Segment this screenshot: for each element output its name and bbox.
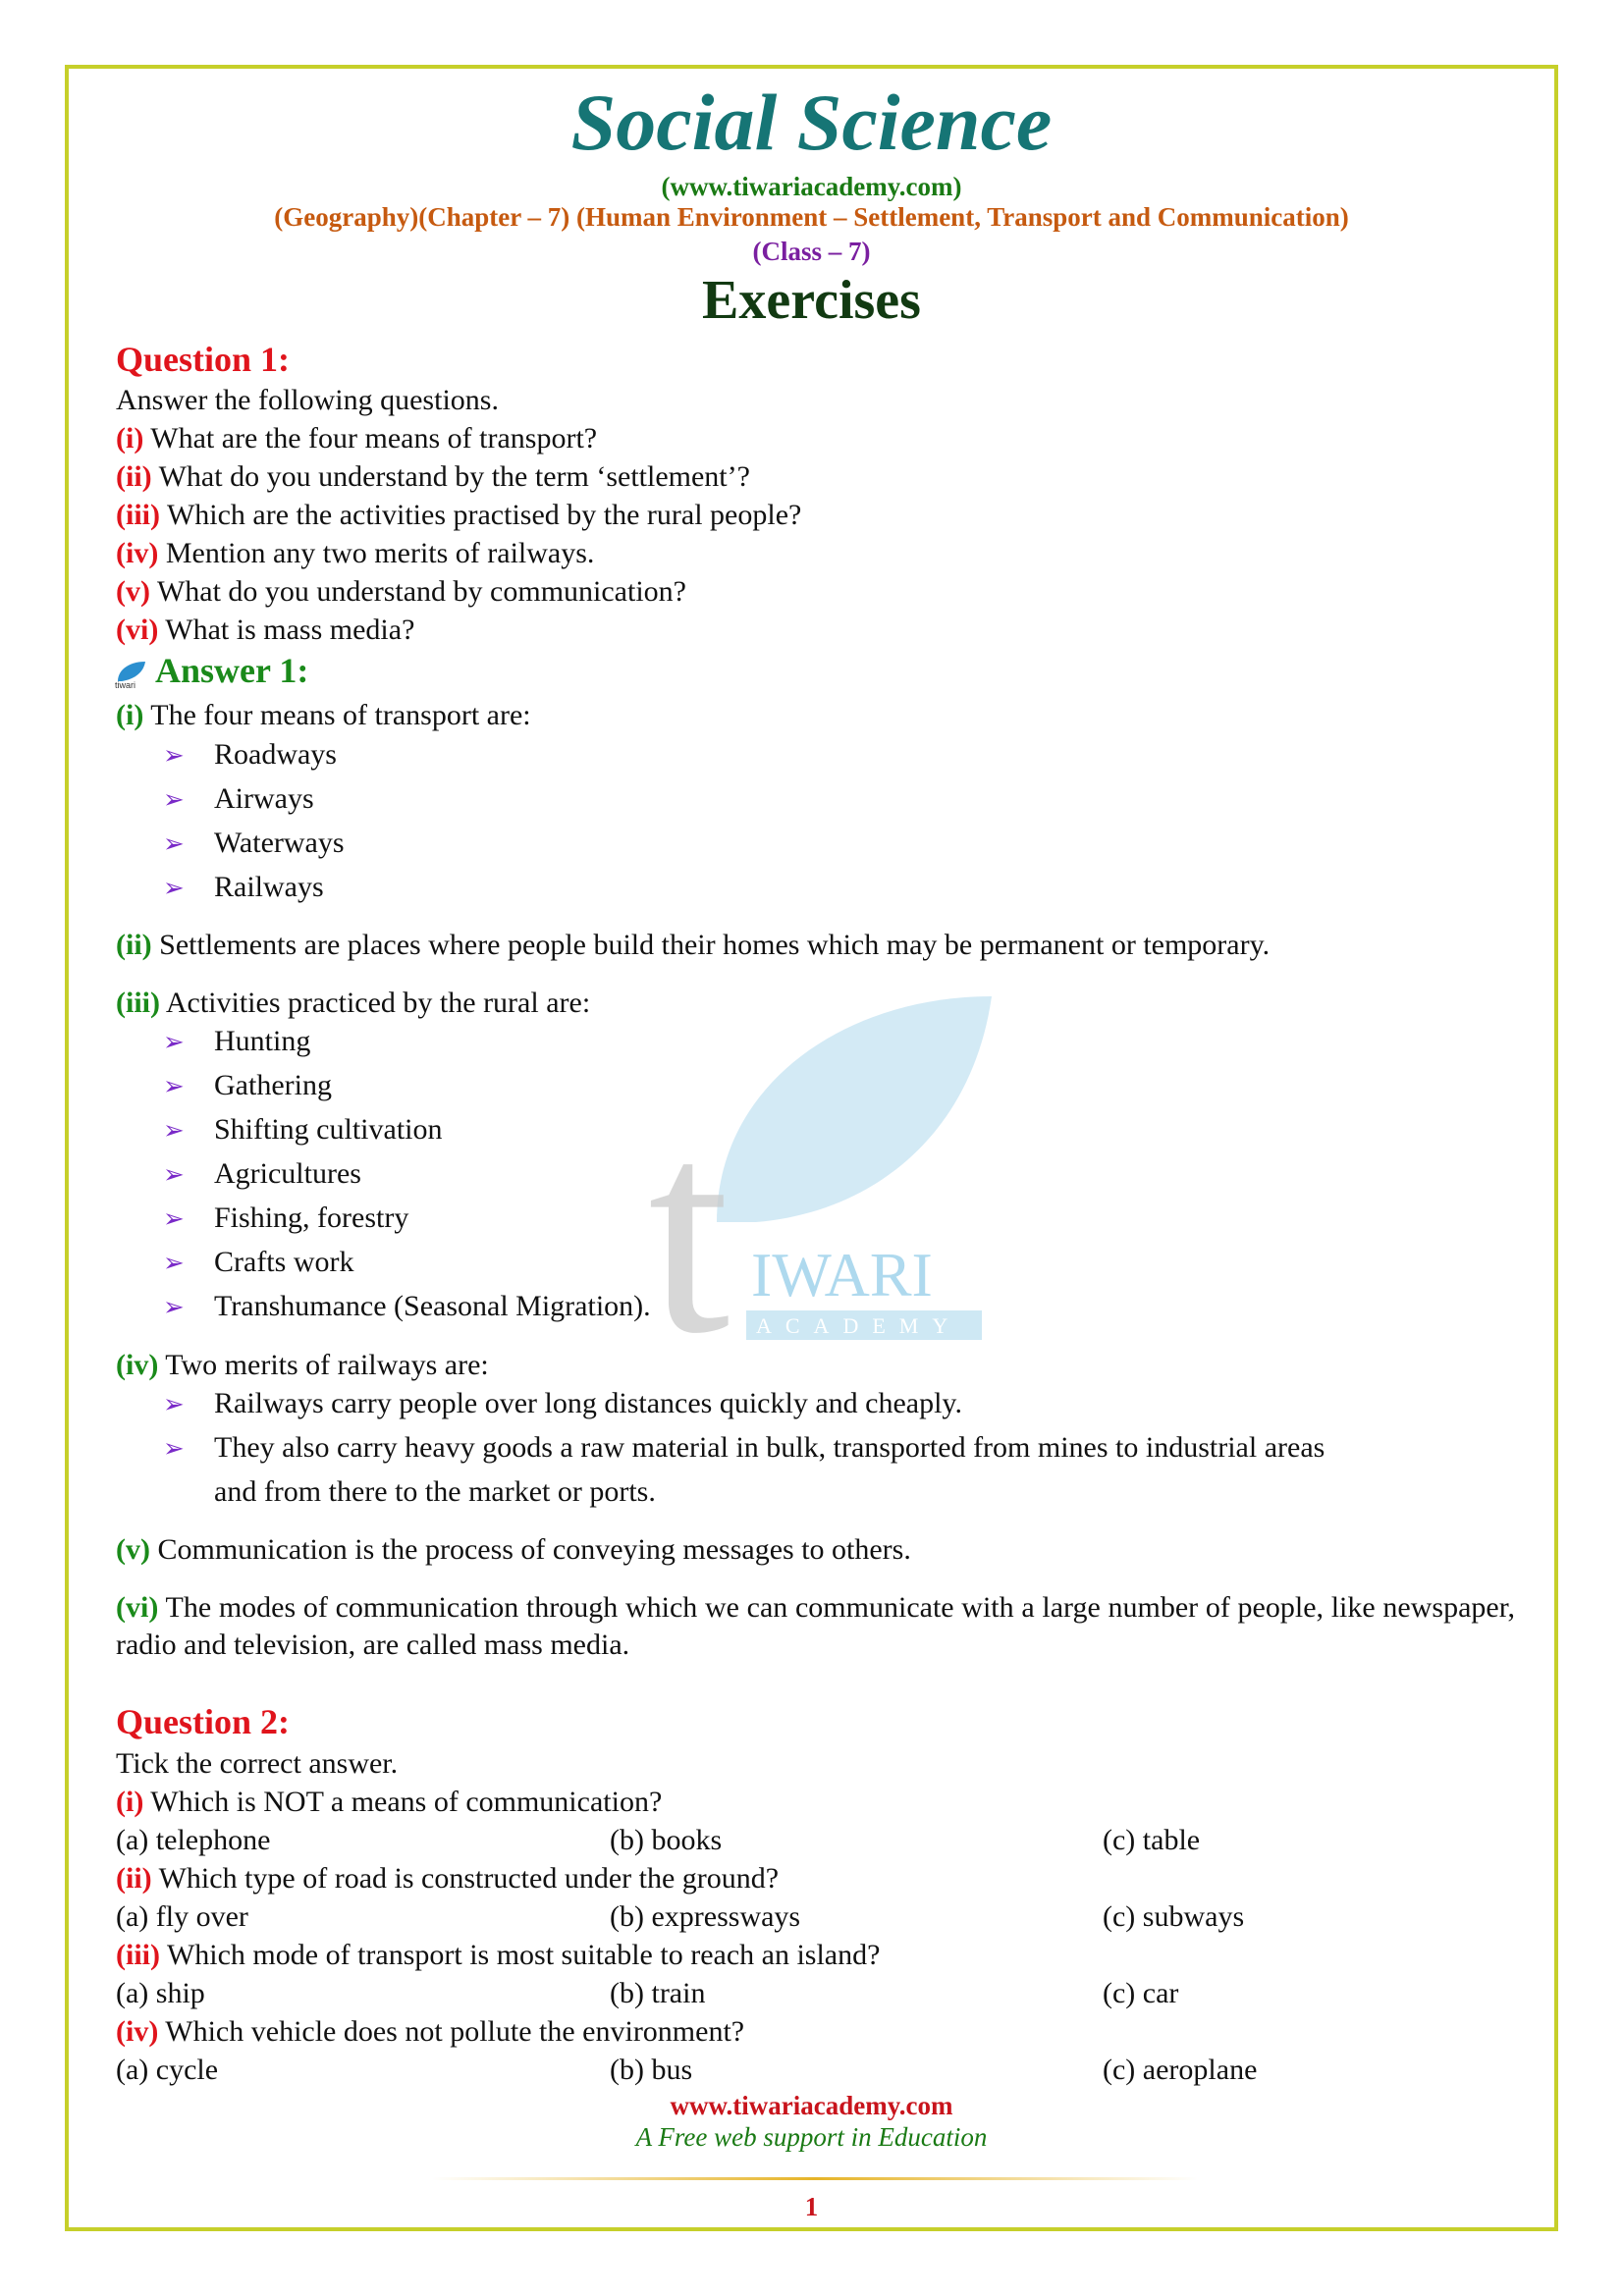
- bullet-item: ➢ Railways: [163, 869, 324, 907]
- tiwari-academy-watermark: [648, 977, 1001, 1379]
- question-1-item: (i) What are the four means of transport?: [116, 422, 598, 454]
- question-2-item: (iii) Which mode of transport is most suitable to reach an island?: [116, 1939, 881, 1971]
- bullet-item: ➢ They also carry heavy goods a raw material in bulk, transported from mines to industrial areas: [163, 1429, 1325, 1468]
- bullet-item: ➢ Waterways: [163, 825, 345, 863]
- bullet-item-continued: and from there to the market or ports.: [214, 1475, 656, 1508]
- question-1-item: (ii) What do you understand by the term ‘settlement’?: [116, 460, 750, 493]
- page-number: 1: [804, 2192, 819, 2221]
- option-b[interactable]: (b) train: [610, 1977, 706, 2009]
- page-title: Social Science: [570, 78, 1053, 167]
- bullet-item: ➢ Roadways: [163, 736, 337, 774]
- option-c[interactable]: (c) table: [1103, 1824, 1201, 1856]
- answer-1-part-vi: (vi) The modes of communication through which we can communicate with a large number of people, like newspaper, radio and television, are called mass media.: [116, 1591, 1515, 1661]
- option-b[interactable]: (b) bus: [610, 2054, 693, 2086]
- question-2-item: (ii) Which type of road is constructed under the ground?: [116, 1862, 780, 1895]
- arrow-bullet-icon: ➢: [163, 1160, 185, 1189]
- bullet-item: ➢ Transhumance (Seasonal Migration).: [163, 1288, 651, 1326]
- arrow-bullet-icon: ➢: [163, 1249, 185, 1277]
- arrow-bullet-icon: ➢: [163, 1116, 185, 1145]
- bullet-item: ➢ Airways: [163, 780, 314, 819]
- option-c[interactable]: (c) car: [1103, 1977, 1179, 2009]
- watermark-letter: t: [648, 1068, 730, 1379]
- arrow-bullet-icon: ➢: [163, 741, 185, 770]
- footer-tagline: A Free web support in Education: [635, 2122, 988, 2152]
- option-c[interactable]: (c) aeroplane: [1103, 2054, 1258, 2086]
- answer-1-heading: Answer 1:: [155, 651, 309, 690]
- arrow-bullet-icon: ➢: [163, 785, 185, 814]
- arrow-bullet-icon: ➢: [163, 874, 185, 902]
- question-2-intro: Tick the correct answer.: [116, 1747, 399, 1780]
- bullet-item: ➢ Hunting: [163, 1023, 310, 1061]
- answer-1-part-v: (v) Communication is the process of conveying messages to others.: [116, 1533, 911, 1566]
- question-1-item: (vi) What is mass media?: [116, 614, 415, 646]
- option-a[interactable]: (a) cycle: [116, 2054, 219, 2086]
- answer-1-part-iii: (iii) Activities practiced by the rural are:: [116, 987, 591, 1019]
- question-2-heading: Question 2:: [116, 1702, 291, 1741]
- watermark-sub: ACADEMY: [756, 1313, 962, 1338]
- answer-1-part-iv: (iv) Two merits of railways are:: [116, 1349, 489, 1381]
- chapter-subtitle: (Geography)(Chapter – 7) (Human Environment – Settlement, Transport and Communication): [274, 202, 1349, 232]
- footer-divider: [432, 2177, 1198, 2180]
- header-site[interactable]: (www.tiwariacademy.com): [661, 172, 962, 201]
- arrow-bullet-icon: ➢: [163, 1390, 185, 1418]
- watermark-word: IWARI: [751, 1240, 933, 1309]
- class-label: (Class – 7): [752, 237, 871, 266]
- arrow-bullet-icon: ➢: [163, 829, 185, 858]
- arrow-bullet-icon: ➢: [163, 1028, 185, 1056]
- question-2-item: (i) Which is NOT a means of communication?: [116, 1786, 663, 1818]
- arrow-bullet-icon: ➢: [163, 1204, 185, 1233]
- svg-text:tiwari: tiwari: [115, 680, 136, 689]
- bullet-item: ➢ Crafts work: [163, 1244, 353, 1282]
- question-1-item: (iv) Mention any two merits of railways.: [116, 537, 595, 569]
- question-2-item: (iv) Which vehicle does not pollute the environment?: [116, 2015, 745, 2048]
- option-c[interactable]: (c) subways: [1103, 1900, 1245, 1933]
- option-b[interactable]: (b) expressways: [610, 1900, 801, 1933]
- question-1-intro: Answer the following questions.: [116, 384, 499, 416]
- option-a[interactable]: (a) fly over: [116, 1900, 248, 1933]
- bullet-item: ➢ Shifting cultivation: [163, 1111, 443, 1149]
- question-1-heading: Question 1:: [116, 340, 291, 379]
- option-b[interactable]: (b) books: [610, 1824, 723, 1856]
- question-1-item: (iii) Which are the activities practised by the rural people?: [116, 499, 802, 531]
- bullet-item: ➢ Gathering: [163, 1067, 332, 1105]
- arrow-bullet-icon: ➢: [163, 1072, 185, 1100]
- arrow-bullet-icon: ➢: [163, 1434, 185, 1463]
- section-heading: Exercises: [702, 270, 921, 331]
- footer-site-link[interactable]: www.tiwariacademy.com: [670, 2091, 953, 2120]
- answer-1-part-ii: (ii) Settlements are places where people build their homes which may be permanent or temporary.: [116, 929, 1271, 961]
- bullet-item: ➢ Agricultures: [163, 1155, 361, 1194]
- option-a[interactable]: (a) telephone: [116, 1824, 271, 1856]
- option-a[interactable]: (a) ship: [116, 1977, 205, 2009]
- question-1-item: (v) What do you understand by communication?: [116, 575, 686, 608]
- bullet-item: ➢ Railways carry people over long distances quickly and cheaply.: [163, 1385, 962, 1423]
- tiwari-logo-icon: [114, 660, 147, 689]
- bullet-item: ➢ Fishing, forestry: [163, 1200, 408, 1238]
- answer-1-part-i: (i) The four means of transport are:: [116, 699, 531, 731]
- arrow-bullet-icon: ➢: [163, 1293, 185, 1321]
